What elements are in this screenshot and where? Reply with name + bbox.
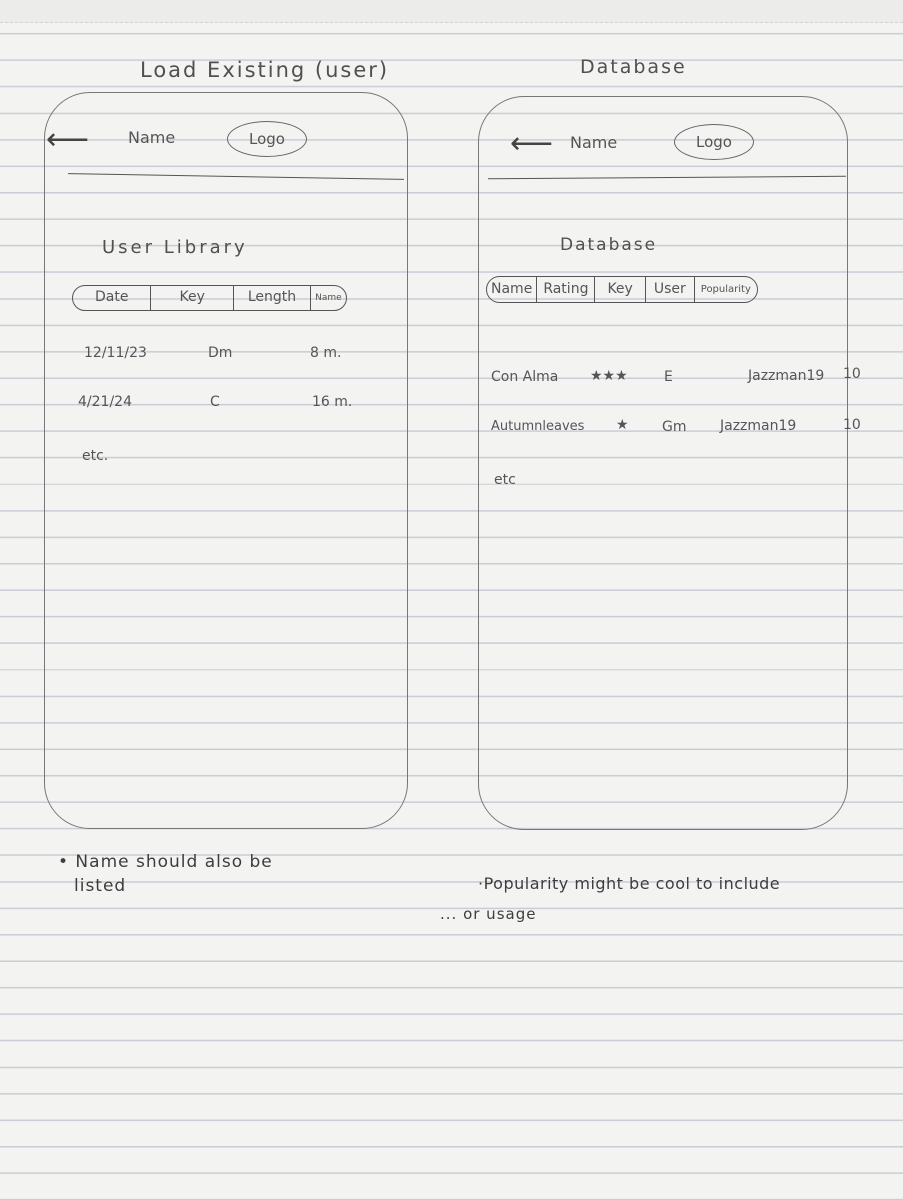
right-logo: Logo xyxy=(674,124,754,160)
right-note-line-2: ... or usage xyxy=(440,905,537,923)
right-row-2-key: Gm xyxy=(662,419,687,435)
tab-rating[interactable]: Rating xyxy=(537,277,595,302)
tab-key[interactable]: Key xyxy=(151,286,233,310)
tab-name[interactable]: Name xyxy=(487,277,537,302)
right-row-2-rating: ★ xyxy=(616,417,629,433)
right-note-line-1: ·Popularity might be cool to include xyxy=(478,874,781,893)
right-row-2-popularity: 10 xyxy=(843,417,861,433)
right-section-title: Database xyxy=(560,235,658,255)
right-more: etc xyxy=(494,472,516,488)
right-row-1-popularity: 10 xyxy=(843,366,861,382)
tab-date[interactable]: Date xyxy=(73,286,151,310)
left-row-2-date[interactable]: 4/21/24 xyxy=(78,394,132,410)
left-note-line-1: • Name should also be xyxy=(58,852,273,872)
right-caption: Database xyxy=(580,56,687,78)
left-row-1-length: 8 m. xyxy=(310,345,342,361)
right-row-1-rating: ★★★ xyxy=(590,368,628,384)
left-section-title: User Library xyxy=(102,237,248,258)
right-row-1-name[interactable]: Con Alma xyxy=(491,369,559,385)
left-note-line-2: listed xyxy=(74,876,127,896)
left-tab-bar xyxy=(72,285,347,311)
right-row-2-name[interactable]: Autumnleaves xyxy=(491,419,585,434)
left-row-1-key: Dm xyxy=(208,345,233,361)
left-row-2-length: 16 m. xyxy=(312,394,353,410)
left-more: etc. xyxy=(82,448,109,464)
right-row-2-user: Jazzman19 xyxy=(720,418,797,434)
left-caption: Load Existing (user) xyxy=(140,58,390,82)
left-row-1-date[interactable]: 12/11/23 xyxy=(84,345,147,361)
tab-name[interactable]: Name xyxy=(315,293,342,303)
tab-user[interactable]: User xyxy=(646,277,695,302)
left-header-name: Name xyxy=(128,128,176,147)
right-row-1-user: Jazzman19 xyxy=(748,368,825,384)
back-arrow-icon[interactable]: ⟵ xyxy=(46,122,90,157)
tab-popularity[interactable]: Popularity xyxy=(700,284,751,295)
back-arrow-icon[interactable]: ⟵ xyxy=(510,126,554,161)
tab-length[interactable]: Length xyxy=(234,286,311,310)
right-phone-frame xyxy=(478,96,848,830)
left-logo: Logo xyxy=(227,121,307,157)
right-row-1-key: E xyxy=(664,369,673,385)
right-header-name: Name xyxy=(570,133,618,152)
right-tab-bar xyxy=(486,276,758,303)
left-row-2-key: C xyxy=(210,394,220,410)
tab-key[interactable]: Key xyxy=(595,277,645,302)
